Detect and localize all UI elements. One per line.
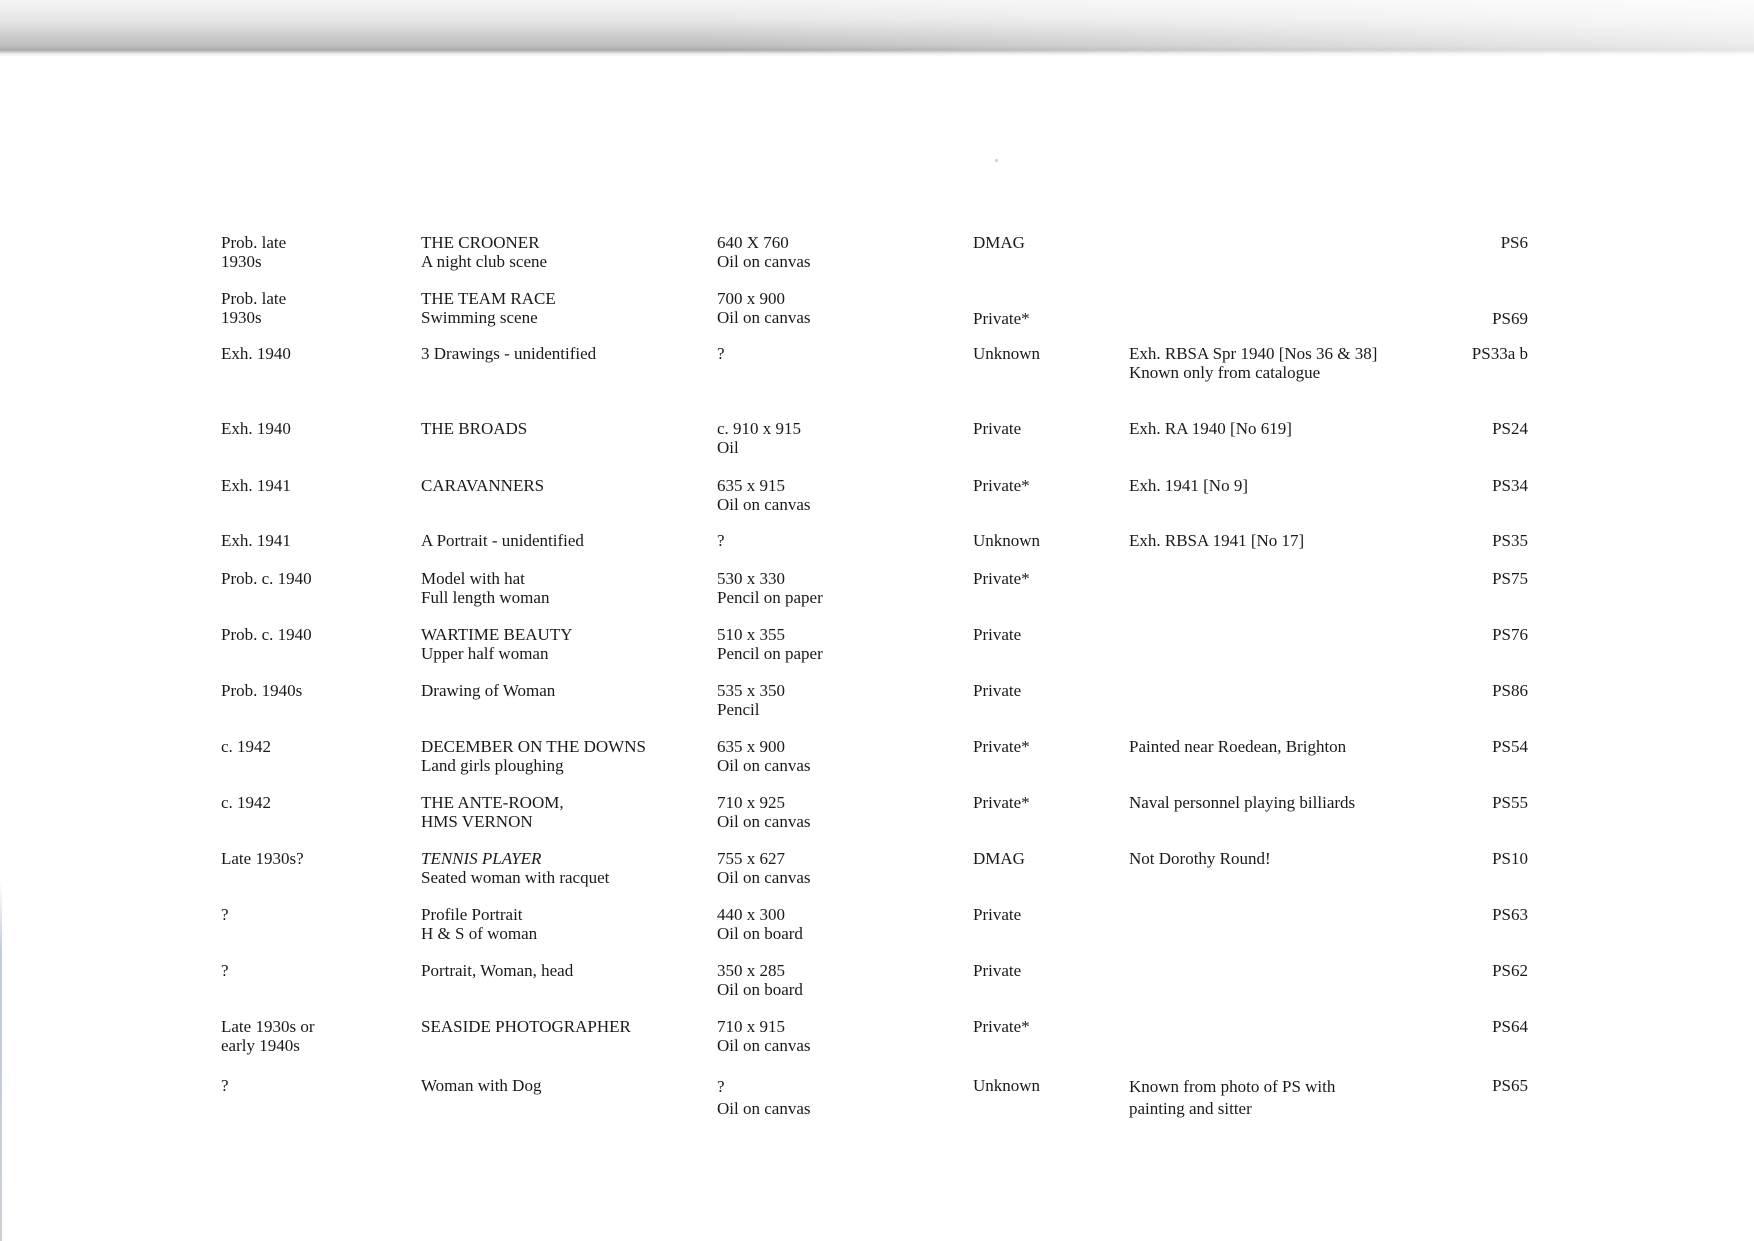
title-cell: [421, 419, 527, 438]
date-line: Late 1930s or: [221, 1017, 315, 1036]
subtitle-line: Swimming scene: [421, 308, 538, 327]
title-line: THE TEAM RACE: [421, 289, 556, 308]
subtitle-line: Full length woman: [421, 588, 550, 607]
title-cell: [421, 961, 573, 980]
ownership-cell: DMAG: [973, 233, 1025, 252]
notes-line: Painted near Roedean, Brighton: [1129, 737, 1347, 756]
size-medium-cell: [717, 531, 725, 550]
medium-line: Oil on board: [717, 924, 803, 943]
notes-line: Exh. 1941 [No 9]: [1129, 476, 1248, 495]
date-line: c. 1942: [221, 737, 272, 756]
ref-cell: PS65: [1492, 1076, 1528, 1095]
date-line: Prob. late: [221, 289, 287, 308]
title-line: THE ANTE-ROOM,: [421, 793, 564, 812]
title-cell: [421, 681, 555, 700]
date-cell: [221, 476, 291, 495]
notes-cell: [1129, 344, 1377, 382]
ownership-cell: Private*: [973, 476, 1030, 495]
title-line: Model with hat: [421, 569, 525, 588]
ref-cell: PS33a b: [1471, 344, 1528, 363]
size-line: 535 x 350: [717, 681, 785, 700]
notes-line: painting and sitter: [1129, 1099, 1252, 1118]
size-line: 440 x 300: [717, 905, 785, 924]
title-cell: [421, 233, 547, 271]
date-cell: [221, 793, 271, 812]
ownership-cell: Unknown: [973, 344, 1041, 363]
title-cell: [421, 1017, 631, 1036]
size-line: 635 x 915: [717, 476, 785, 495]
date-cell: [221, 905, 229, 924]
size-medium-cell: [717, 344, 725, 363]
notes-line: Known from photo of PS with: [1129, 1077, 1336, 1096]
ref-cell: PS69: [1492, 309, 1528, 328]
ownership-cell: Private: [973, 625, 1022, 644]
title-cell: [421, 849, 609, 887]
medium-line: Pencil on paper: [717, 588, 823, 607]
notes-line: Known only from catalogue: [1129, 363, 1321, 382]
date-line: Prob. 1940s: [221, 681, 303, 700]
ref-cell: PS62: [1492, 961, 1528, 980]
date-cell: [221, 569, 312, 588]
ref-cell: PS24: [1492, 419, 1528, 438]
ref-cell: PS10: [1492, 849, 1528, 868]
date-cell: [221, 344, 291, 363]
medium-line: Oil on canvas: [717, 812, 811, 831]
title-cell: [421, 476, 544, 495]
notes-line: Naval personnel playing billiards: [1129, 793, 1356, 812]
medium-line: Oil on canvas: [717, 495, 811, 514]
title-line: Woman with Dog: [421, 1076, 542, 1095]
ref-cell: PS64: [1492, 1017, 1528, 1036]
size-line: c. 910 x 915: [717, 419, 802, 438]
notes-cell: [1129, 793, 1355, 812]
size-medium-cell: [717, 905, 803, 943]
size-line: 710 x 915: [717, 1017, 785, 1036]
ownership-cell: Private*: [973, 737, 1030, 756]
date-line: early 1940s: [221, 1036, 300, 1055]
medium-line: Oil on canvas: [717, 1036, 811, 1055]
ref-cell: PS76: [1492, 625, 1528, 644]
date-cell: [221, 625, 312, 644]
title-line: TENNIS PLAYER: [421, 849, 542, 868]
title-line: THE BROADS: [421, 419, 528, 438]
size-line: 700 x 900: [717, 289, 785, 308]
date-line: Prob. c. 1940: [221, 625, 312, 644]
title-cell: [421, 289, 556, 327]
date-cell: [221, 961, 229, 980]
subtitle-line: Seated woman with racquet: [421, 868, 610, 887]
size-line: 635 x 900: [717, 737, 785, 756]
date-cell: [221, 1076, 229, 1095]
date-cell: [221, 531, 291, 550]
ref-cell: PS86: [1492, 681, 1528, 700]
date-line: Exh. 1941: [221, 476, 291, 495]
size-line: 710 x 925: [717, 793, 785, 812]
ownership-cell: Private*: [973, 569, 1030, 588]
size-medium-cell: [717, 233, 810, 271]
date-line: c. 1942: [221, 793, 272, 812]
title-line: Drawing of Woman: [421, 681, 556, 700]
ownership-cell: Unknown: [973, 531, 1041, 550]
date-cell: [221, 681, 302, 700]
date-line: ?: [221, 905, 229, 924]
medium-line: Oil on canvas: [717, 756, 811, 775]
medium-line: Pencil: [717, 700, 760, 719]
date-line: Prob. late: [221, 233, 287, 252]
medium-line: Pencil on paper: [717, 644, 823, 663]
date-line: Late 1930s?: [221, 849, 304, 868]
medium-line: Oil on canvas: [717, 252, 811, 271]
size-line: 510 x 355: [717, 625, 785, 644]
title-line: Portrait, Woman, head: [421, 961, 574, 980]
date-cell: [221, 233, 286, 271]
title-cell: [421, 737, 646, 775]
title-cell: [421, 905, 537, 943]
ownership-cell: Private: [973, 681, 1022, 700]
size-medium-cell: [717, 625, 823, 663]
notes-cell: [1129, 531, 1304, 550]
notes-line: Not Dorothy Round!: [1129, 849, 1271, 868]
title-line: THE CROONER: [421, 233, 540, 252]
ref-cell: PS63: [1492, 905, 1528, 924]
ref-cell: PS55: [1492, 793, 1528, 812]
size-line: ?: [717, 1077, 725, 1096]
title-line: A Portrait - unidentified: [421, 531, 584, 550]
ownership-cell: Private: [973, 961, 1022, 980]
date-cell: [221, 849, 304, 868]
date-cell: [221, 289, 286, 327]
title-line: WARTIME BEAUTY: [421, 625, 573, 644]
notes-cell: [1129, 737, 1346, 756]
title-cell: [421, 344, 596, 363]
ref-cell: PS75: [1492, 569, 1528, 588]
size-medium-cell: [717, 681, 785, 719]
notes-line: Exh. RBSA Spr 1940 [Nos 36 & 38]: [1129, 344, 1378, 363]
title-line: 3 Drawings - unidentified: [421, 344, 597, 363]
ownership-cell: Private: [973, 905, 1022, 924]
title-line: SEASIDE PHOTOGRAPHER: [421, 1017, 631, 1036]
title-cell: [421, 531, 584, 550]
size-medium-cell: [717, 793, 810, 831]
size-medium-cell: [717, 419, 801, 457]
size-line: 530 x 330: [717, 569, 785, 588]
size-line: 350 x 285: [717, 961, 785, 980]
date-cell: [221, 1017, 314, 1055]
date-line: ?: [221, 961, 229, 980]
date-line: 1930s: [221, 252, 262, 271]
size-medium-cell: [717, 737, 810, 775]
size-medium-cell: [717, 569, 823, 607]
size-medium-cell: [717, 476, 810, 514]
size-medium-cell: [717, 1076, 810, 1120]
ref-cell: PS6: [1500, 233, 1528, 252]
notes-line: Exh. RA 1940 [No 619]: [1129, 419, 1292, 438]
notes-cell: [1129, 476, 1248, 495]
date-cell: [221, 419, 291, 438]
size-medium-cell: [717, 849, 810, 887]
ownership-cell: Unknown: [973, 1076, 1041, 1095]
notes-cell: [1129, 849, 1271, 868]
date-line: Exh. 1940: [221, 344, 291, 363]
ownership-cell: DMAG: [973, 849, 1025, 868]
medium-line: Oil on board: [717, 980, 803, 999]
subtitle-line: H & S of woman: [421, 924, 538, 943]
medium-line: Oil: [717, 438, 739, 457]
medium-line: Oil on canvas: [717, 308, 811, 327]
title-cell: [421, 569, 549, 607]
ownership-cell: Private: [973, 419, 1022, 438]
title-line: HMS VERNON: [421, 812, 533, 831]
size-medium-cell: [717, 289, 810, 327]
date-line: 1930s: [221, 308, 262, 327]
ref-cell: PS54: [1492, 737, 1528, 756]
ref-cell: PS35: [1492, 531, 1528, 550]
date-line: Exh. 1941: [221, 531, 291, 550]
date-line: Exh. 1940: [221, 419, 291, 438]
size-medium-cell: [717, 961, 803, 999]
notes-line: Exh. RBSA 1941 [No 17]: [1129, 531, 1305, 550]
size-line: 755 x 627: [717, 849, 785, 868]
ref-cell: PS34: [1492, 476, 1528, 495]
ownership-cell: Private*: [973, 1017, 1030, 1036]
title-cell: [421, 793, 564, 831]
medium-line: Oil on canvas: [717, 868, 811, 887]
size-medium-cell: [717, 1017, 810, 1055]
ownership-cell: Private*: [973, 793, 1030, 812]
medium-line: Oil on canvas: [717, 1099, 811, 1118]
subtitle-line: Upper half woman: [421, 644, 549, 663]
ownership-cell: Private*: [973, 309, 1030, 328]
notes-cell: [1129, 419, 1292, 438]
notes-cell: [1129, 1076, 1335, 1120]
title-cell: [421, 1076, 541, 1095]
date-cell: [221, 737, 271, 756]
size-line: ?: [717, 344, 725, 363]
subtitle-line: Land girls ploughing: [421, 756, 564, 775]
subtitle-line: A night club scene: [421, 252, 548, 271]
size-line: 640 X 760: [717, 233, 789, 252]
date-line: ?: [221, 1076, 229, 1095]
date-line: Prob. c. 1940: [221, 569, 312, 588]
title-line: Profile Portrait: [421, 905, 523, 924]
size-line: ?: [717, 531, 725, 550]
title-line: CARAVANNERS: [421, 476, 545, 495]
title-cell: [421, 625, 573, 663]
title-line: DECEMBER ON THE DOWNS: [421, 737, 646, 756]
